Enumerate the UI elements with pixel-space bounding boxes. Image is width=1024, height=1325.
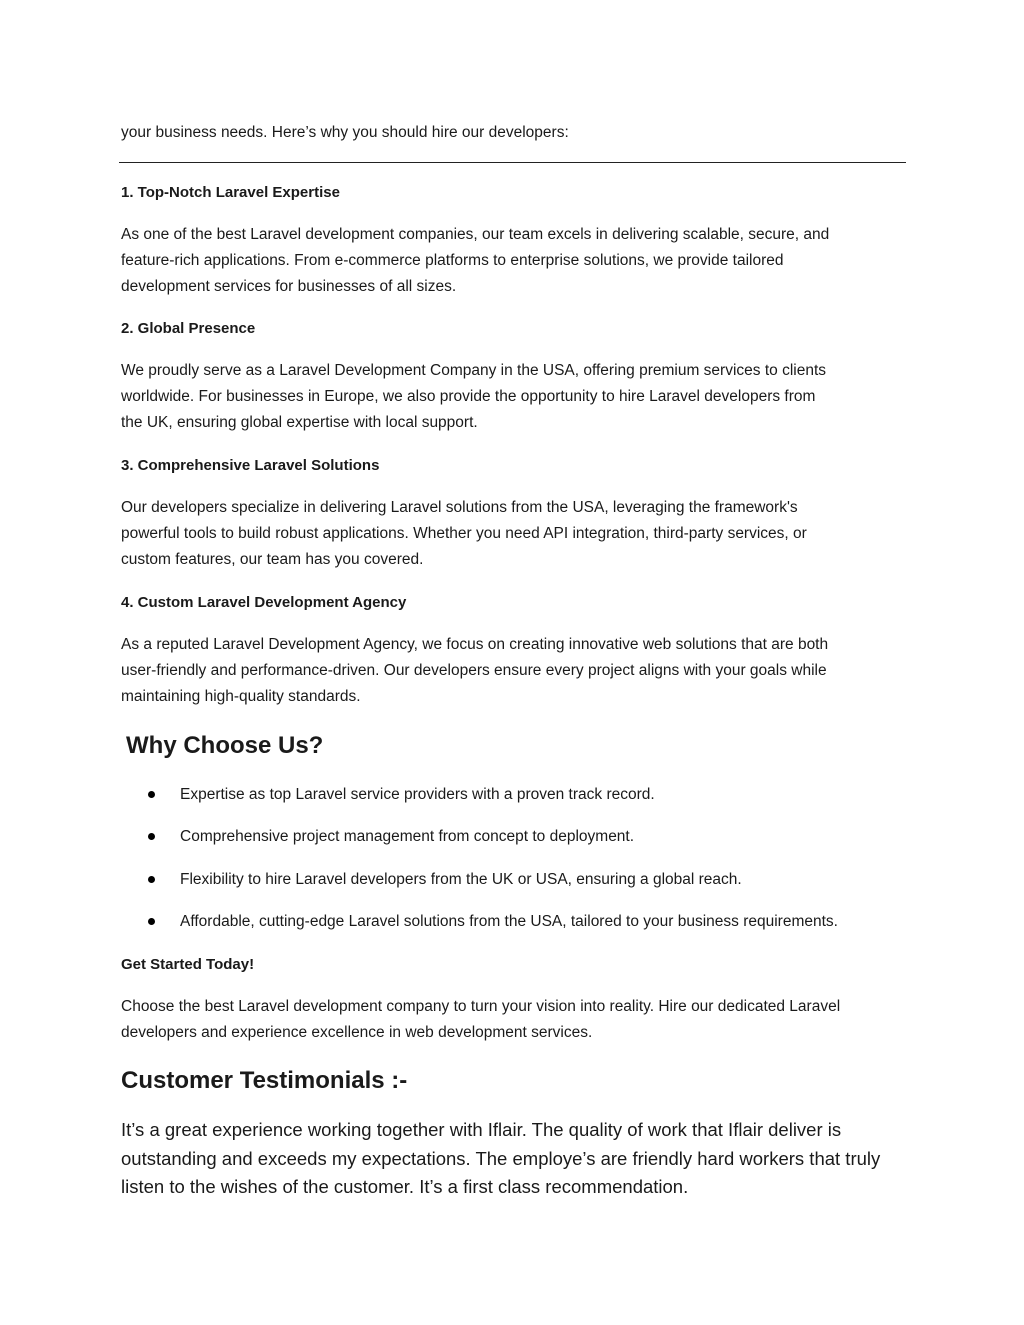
paragraph-line: We proudly serve as a Laravel Development Company in the USA, offering premium services to clients <box>121 362 827 379</box>
section-paragraph <box>121 358 911 436</box>
section-paragraph <box>121 495 911 573</box>
paragraph-line: As one of the best Laravel development companies, our team excels in delivering scalable, secure, and <box>121 226 830 243</box>
list-item-text: Expertise as top Laravel service providers with a proven track record. <box>180 786 655 803</box>
bullet-icon <box>148 791 155 798</box>
section-heading: 2. Global Presence <box>121 320 256 337</box>
paragraph-line: feature-rich applications. From e-commerce platforms to enterprise solutions, we provide tailored <box>121 252 784 269</box>
paragraph-line: powerful tools to build robust applications. Whether you need API integration, third-party services, or <box>121 525 807 542</box>
section-paragraph <box>121 632 911 710</box>
paragraph-line: custom features, our team has you covered. <box>121 551 424 568</box>
get-started-heading: Get Started Today! <box>121 956 255 973</box>
paragraph-line: Choose the best Laravel development company to turn your vision into reality. Hire our dedicated Laravel <box>121 998 841 1015</box>
list-item-text: Affordable, cutting-edge Laravel solutions from the USA, tailored to your business requirements. <box>180 913 838 930</box>
paragraph-line: user-friendly and performance-driven. Our developers ensure every project aligns with your goals while <box>121 662 827 679</box>
paragraph-line: the UK, ensuring global expertise with local support. <box>121 414 478 431</box>
section-heading: 1. Top-Notch Laravel Expertise <box>121 184 340 201</box>
bullet-icon <box>148 918 155 925</box>
paragraph-line: Our developers specialize in delivering Laravel solutions from the USA, leveraging the framework's <box>121 499 798 516</box>
paragraph-line: worldwide. For businesses in Europe, we also provide the opportunity to hire Laravel developers from <box>121 388 816 405</box>
section-heading: 3. Comprehensive Laravel Solutions <box>121 457 380 474</box>
bullet-icon <box>148 833 155 840</box>
horizontal-divider <box>119 162 906 163</box>
testimonial-line: It’s a great experience working together with Iflair. The quality of work that Iflair deliver is <box>121 1119 842 1140</box>
testimonials-heading: Customer Testimonials :- <box>121 1067 408 1094</box>
testimonial-line: outstanding and exceeds my expectations. The employe’s are friendly hard workers that truly <box>121 1147 881 1169</box>
testimonial-line: listen to the wishes of the customer. It’s a first class recommendation. <box>121 1176 689 1197</box>
bullet-icon <box>148 876 155 883</box>
list-item-text: Flexibility to hire Laravel developers from the UK or USA, ensuring a global reach. <box>180 871 742 888</box>
section-heading: 4. Custom Laravel Development Agency <box>121 594 407 611</box>
intro-text: your business needs. Here’s why you should hire our developers: <box>121 124 569 141</box>
testimonial-quote <box>121 1116 911 1202</box>
paragraph-line: development services for businesses of all sizes. <box>121 278 457 295</box>
get-started-paragraph <box>121 994 921 1046</box>
section-paragraph <box>121 222 911 300</box>
paragraph-line: developers and experience excellence in web development services. <box>121 1024 593 1041</box>
list-item-text: Comprehensive project management from concept to deployment. <box>180 828 635 845</box>
why-choose-heading: Why Choose Us? <box>126 732 324 759</box>
paragraph-line: As a reputed Laravel Development Agency, we focus on creating innovative web solutions that are both <box>121 636 829 653</box>
paragraph-line: maintaining high-quality standards. <box>121 688 361 705</box>
